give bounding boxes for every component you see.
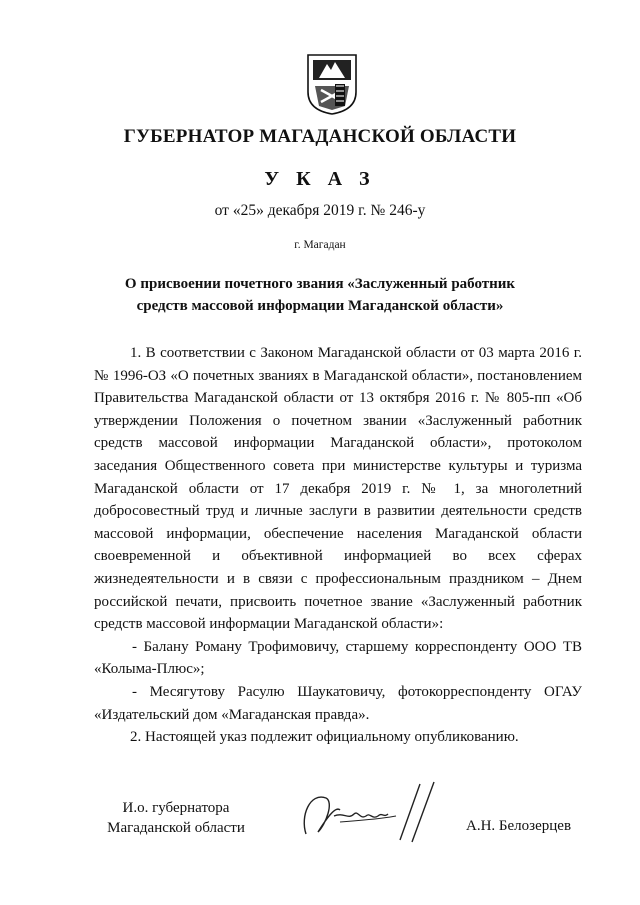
position-line-1: И.о. губернатора — [122, 800, 230, 816]
decree-subject — [60, 273, 580, 317]
subject-line-2: средств массовой информации Магаданской области» — [136, 298, 504, 314]
signatory-name: А.Н. Белозерцев — [466, 818, 572, 834]
document-type: У К А З — [264, 168, 376, 190]
subject-line-1: О присвоении почетного звания «Заслуженный работник — [124, 276, 516, 292]
coat-of-arms-icon — [305, 52, 359, 116]
paragraph-2: 2. Настоящей указ подлежит официальному опубликованию. — [130, 729, 519, 746]
handwritten-signature — [296, 776, 446, 848]
signatory-position — [96, 798, 256, 838]
awardee-item-2: - Месягутову Расулю Шаукатовичу, фотокорреспонденту ОГАУ «Издательский дом «Магаданская правда». — [94, 683, 582, 723]
position-line-2: Магаданской области — [107, 820, 245, 836]
document-city: г. Магадан — [294, 239, 346, 251]
issuer-title: ГУБЕРНАТОР МАГАДАНСКОЙ ОБЛАСТИ — [123, 126, 517, 147]
paragraph-1: 1. В соответствии с Законом Магаданской области от 03 марта 2016 г. № 1996-ОЗ «О почетных званиях в Магаданской области», постановлением Правительства Магаданской области от 13 октября 2016 г. № 805-пп «Об утверждении Положения о почетном звании «Заслуженный работник средств массовой информации Магаданской области», протоколом заседания Общественного совета при министерстве культуры и туризма Магаданской области от 17 декабря 2019 г. № 1, за многолетний добросовестный труд и личные заслуги в развитии деятельности средств массовой информации, обеспечение населения Магаданской области своевременной и объективной информацией во всех сферах жизнедеятельности и в связи с профессиональным праздником – Днем российской печати, присвоить почетное звание «Заслуженный работник средств массовой информации Магаданской области»: — [94, 345, 582, 633]
decree-body — [94, 342, 582, 749]
document-date-number: от «25» декабря 2019 г. № 246-у — [214, 202, 426, 219]
awardee-item-1: - Балану Роману Трофимовичу, старшему корреспонденту ООО ТВ «Колыма-Плюс»; — [94, 638, 582, 678]
